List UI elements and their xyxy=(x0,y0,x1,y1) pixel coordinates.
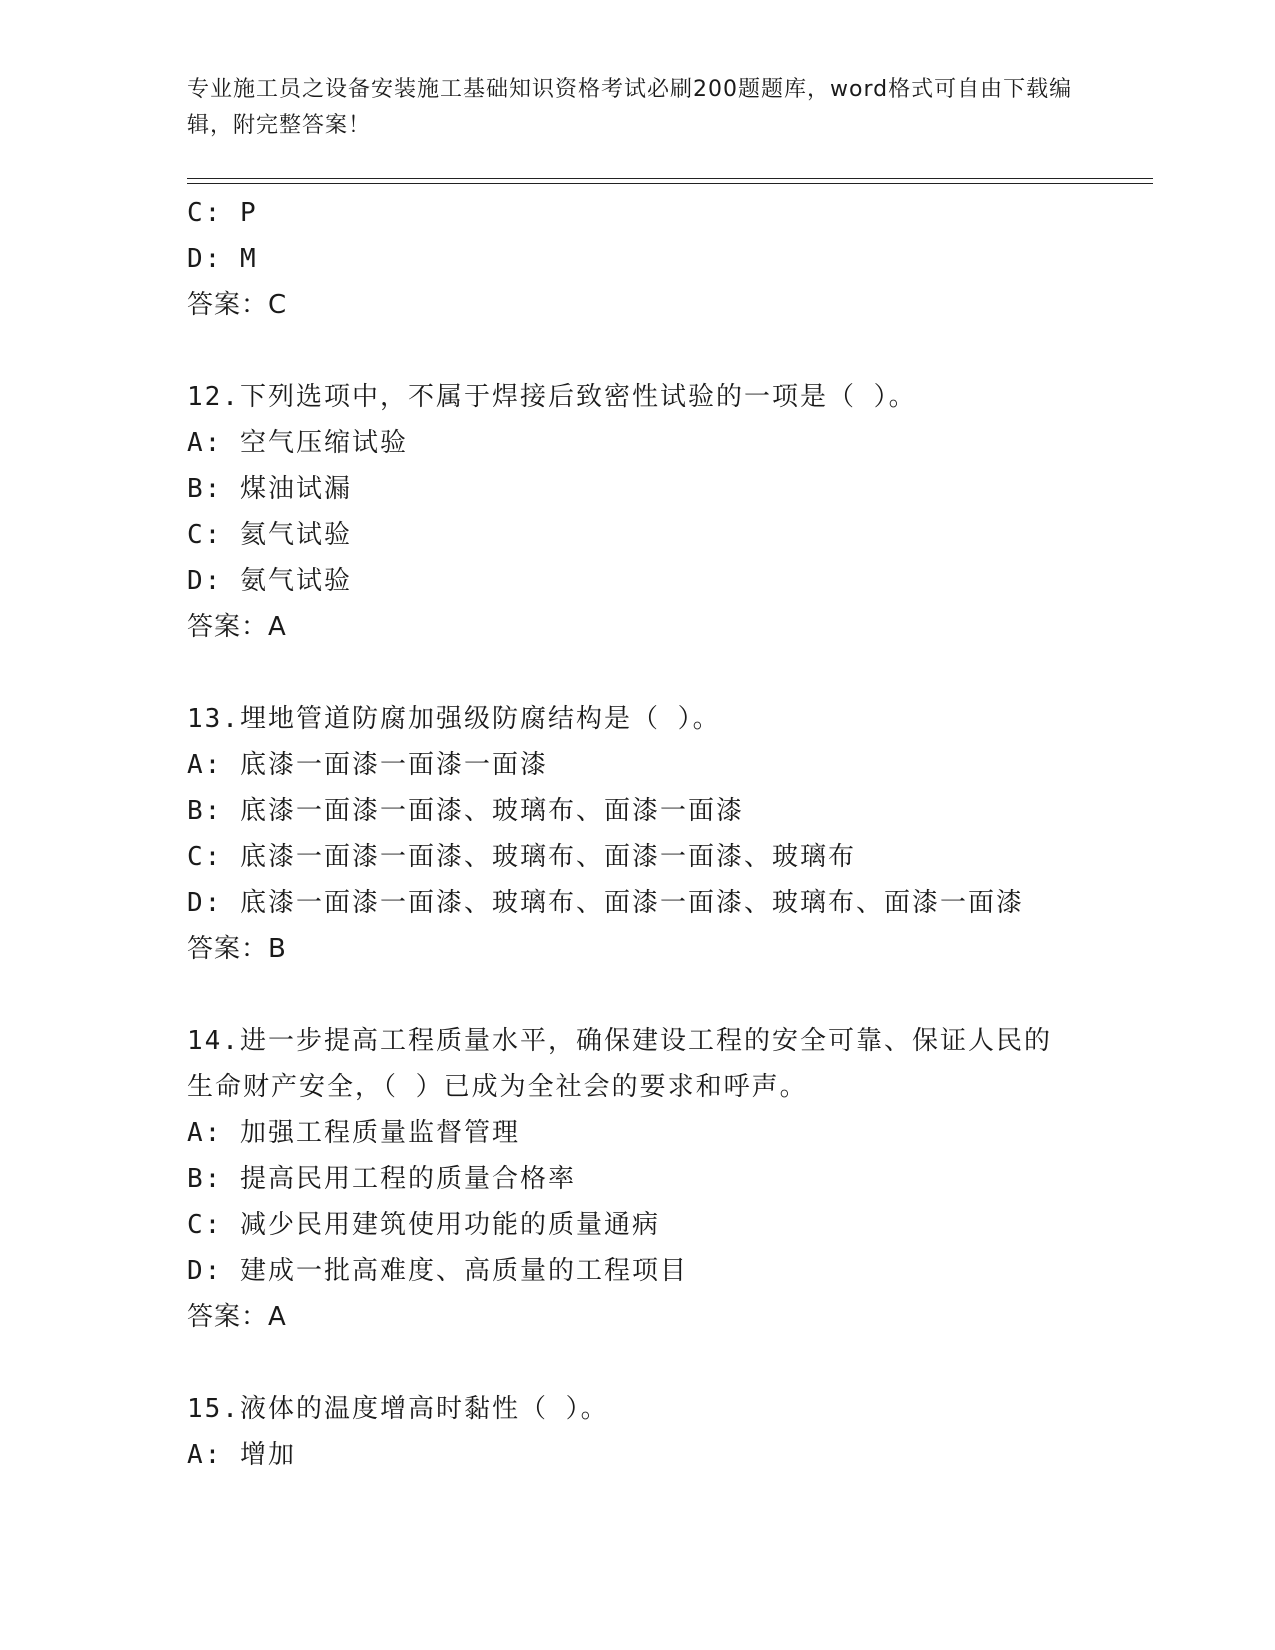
question-stem-line-1: 14.进一步提高工程质量水平，确保建设工程的安全可靠、保证人民的 xyxy=(187,1026,1052,1056)
option-a: A: 增加 xyxy=(187,1440,296,1470)
option-b: B: 提高民用工程的质量合格率 xyxy=(187,1164,576,1194)
option-d: D: M xyxy=(187,244,258,274)
option-a: A: 加强工程质量监督管理 xyxy=(187,1118,520,1148)
option-c: C: 减少民用建筑使用功能的质量通病 xyxy=(187,1210,660,1240)
question-stem: 13.埋地管道防腐加强级防腐结构是（ ）。 xyxy=(187,704,721,734)
question-stem: 12.下列选项中，不属于焊接后致密性试验的一项是（ ）。 xyxy=(187,382,917,412)
header-rule-top xyxy=(187,178,1153,179)
header-rule-bottom xyxy=(187,183,1153,184)
answer-line: 答案：A xyxy=(187,1302,287,1332)
spacer xyxy=(187,972,1153,1018)
option-b: B: 煤油试漏 xyxy=(187,474,352,504)
option-a: A: 底漆一面漆一面漆一面漆 xyxy=(187,750,548,780)
spacer xyxy=(187,1340,1153,1386)
question-stem: 15.液体的温度增高时黏性（ ）。 xyxy=(187,1394,609,1424)
option-c: C: 底漆一面漆一面漆、玻璃布、面漆一面漆、玻璃布 xyxy=(187,842,856,872)
option-d: D: 建成一批高难度、高质量的工程项目 xyxy=(187,1256,688,1286)
option-a: A: 空气压缩试验 xyxy=(187,428,408,458)
answer-line: 答案：C xyxy=(187,290,288,320)
question-content xyxy=(187,190,1153,1478)
option-d: D: 底漆一面漆一面漆、玻璃布、面漆一面漆、玻璃布、面漆一面漆 xyxy=(187,888,1024,918)
option-d: D: 氨气试验 xyxy=(187,566,352,596)
answer-line: 答案：A xyxy=(187,612,287,642)
spacer xyxy=(187,328,1153,374)
option-c: C: 氦气试验 xyxy=(187,520,352,550)
spacer xyxy=(187,650,1153,696)
document-header: 专业施工员之设备安装施工基础知识资格考试必刷200题题库，word格式可自由下载编辑，附完整答案！ xyxy=(187,77,1073,138)
option-c: C: P xyxy=(187,198,258,228)
option-b: B: 底漆一面漆一面漆、玻璃布、面漆一面漆 xyxy=(187,796,744,826)
question-stem-line-2: 生命财产安全，（ ）已成为全社会的要求和呼声。 xyxy=(187,1072,808,1102)
answer-line: 答案：B xyxy=(187,934,287,964)
